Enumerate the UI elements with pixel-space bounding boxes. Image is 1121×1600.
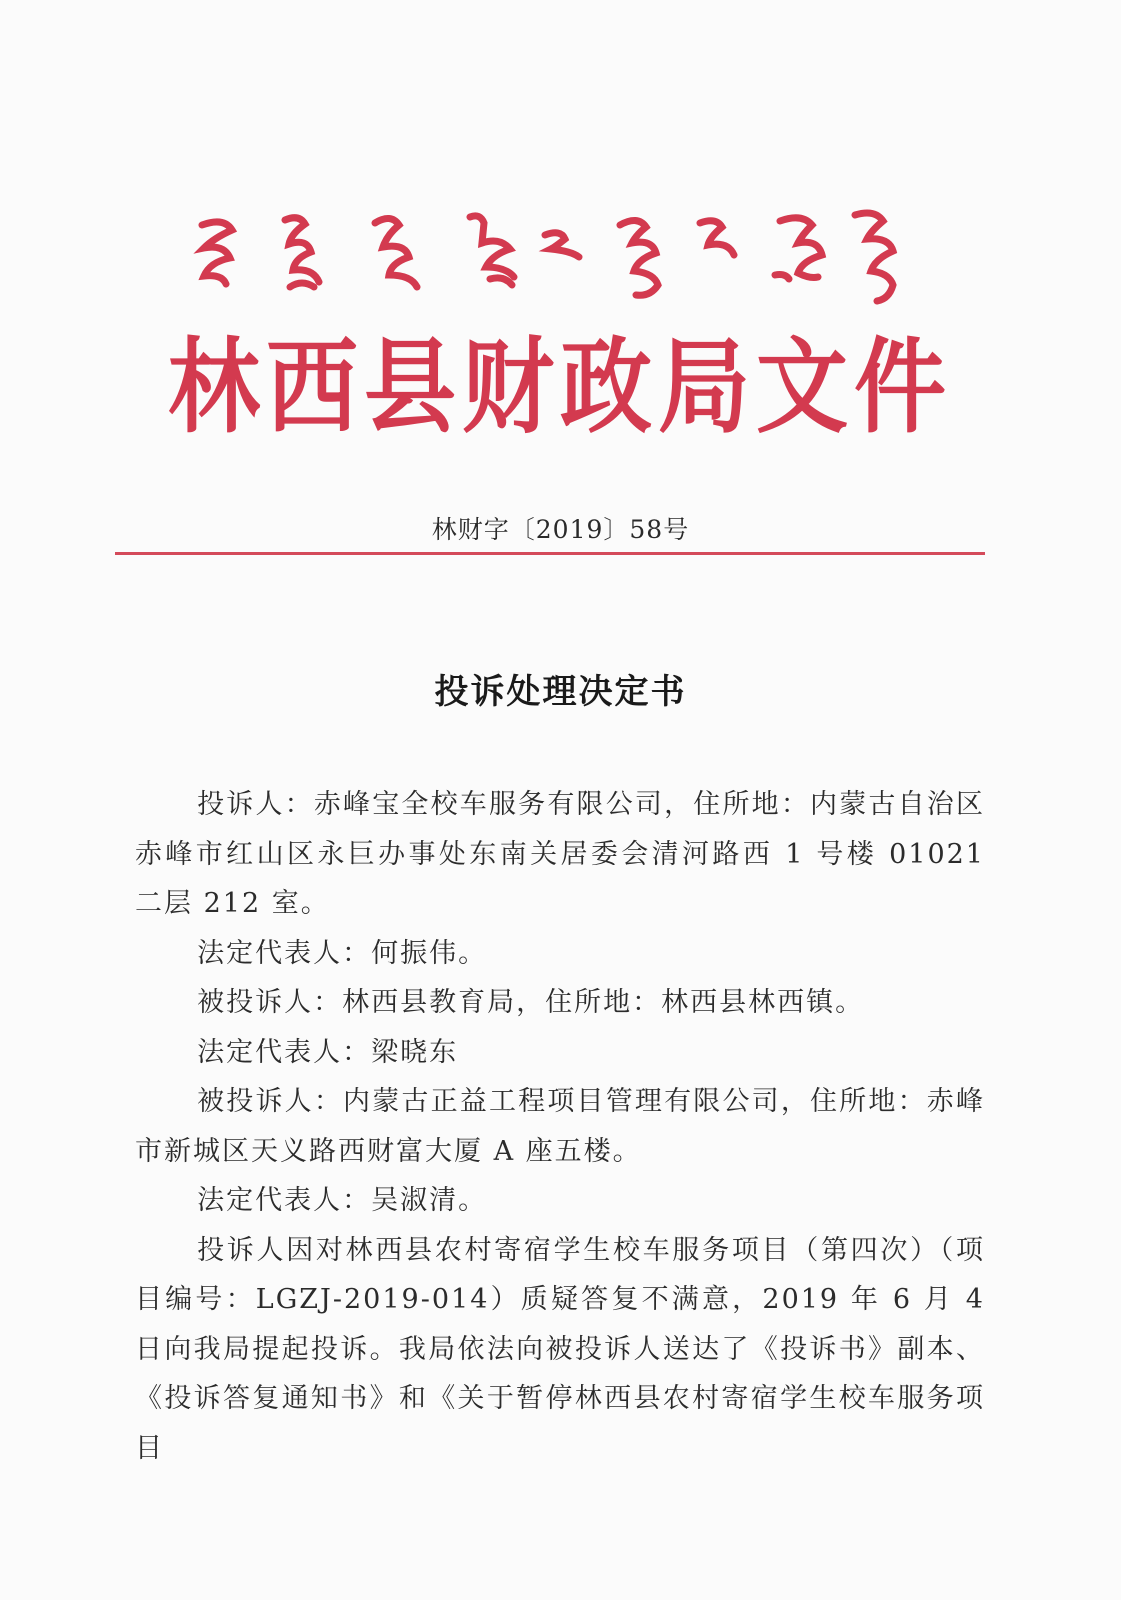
document-body [135, 780, 985, 1473]
issuing-office-title: 林西县财政局文件 [167, 327, 952, 448]
respondent-2-paragraph: 被投诉人：内蒙古正益工程项目管理有限公司，住所地：赤峰市新城区天义路西财富大厦 A 座五楼。 [135, 1086, 985, 1167]
red-divider-line [115, 552, 985, 555]
decision-heading: 投诉处理决定书 [434, 672, 687, 712]
complainant-paragraph: 投诉人：赤峰宝全校车服务有限公司，住所地：内蒙古自治区赤峰市红山区永巨办事处东南关居委会清河路西 1 号楼 01021 二层 212 室。 [135, 789, 985, 919]
respondent-1-representative: 法定代表人：梁晓东 [197, 1036, 459, 1068]
case-description-paragraph: 投诉人因对林西县农村寄宿学生校车服务项目（第四次）（项目编号：LGZJ-2019-014）质疑答复不满意，2019 年 6 月 4 日向我局提起投诉。我局依法向被投诉人送达了《投诉书》副本、《投诉答复通知书》和《关于暂停林西县农村寄宿学生校车服务项目 [135, 1234, 985, 1464]
respondent-2-representative: 法定代表人：吴淑清。 [197, 1185, 488, 1216]
respondent-1-paragraph: 被投诉人：林西县教育局，住所地：林西县林西镇。 [197, 987, 865, 1018]
mongolian-title-graphic [190, 205, 910, 315]
document-number: 林财字〔2019〕58号 [431, 515, 690, 544]
complainant-representative: 法定代表人：何振伟。 [197, 937, 488, 969]
